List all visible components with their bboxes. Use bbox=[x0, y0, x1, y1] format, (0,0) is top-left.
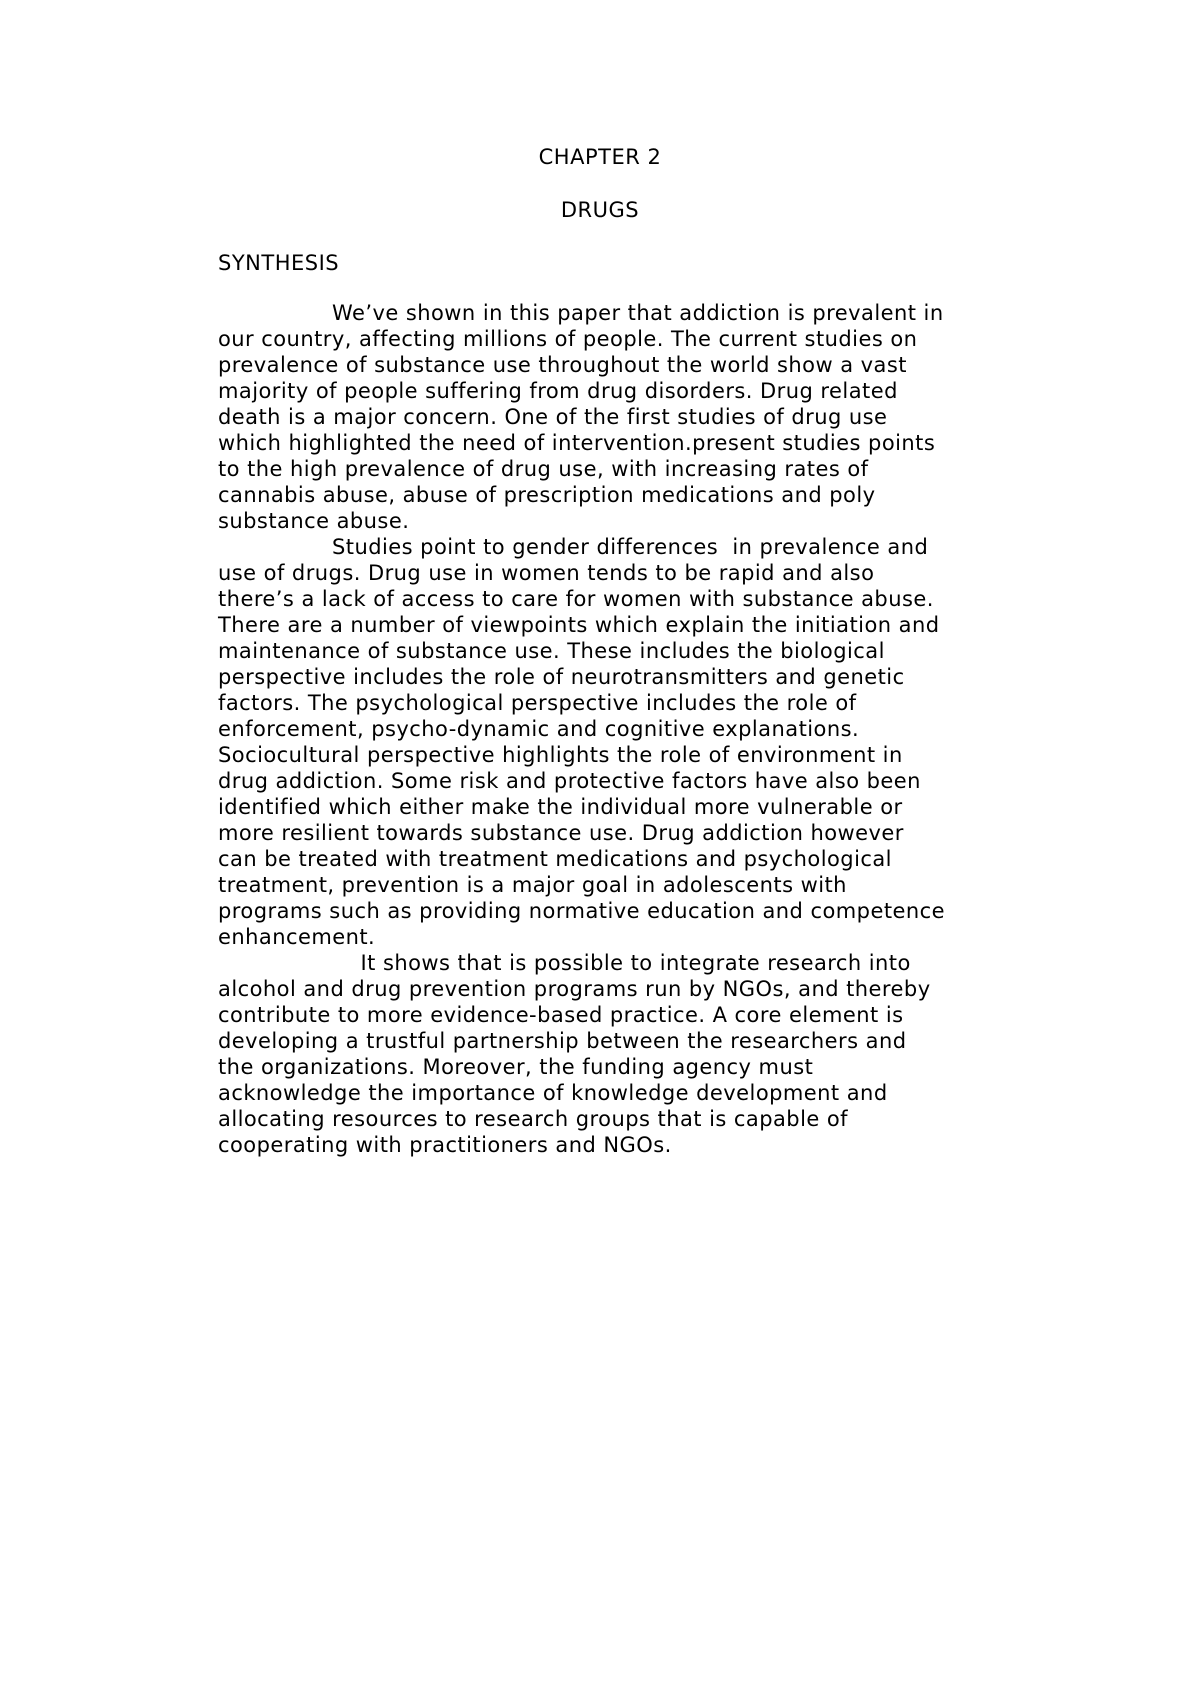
body-line: contribute to more evidence-based practice. A core element is bbox=[218, 1003, 904, 1027]
chapter-heading: CHAPTER 2 bbox=[538, 145, 662, 169]
body-line: there’s a lack of access to care for women with substance abuse. bbox=[218, 587, 934, 611]
body-line: We’ve shown in this paper that addiction is prevalent in bbox=[218, 301, 944, 325]
body-line: drug addiction. Some risk and protective factors have also been bbox=[218, 769, 921, 793]
body-line: programs such as providing normative education and competence bbox=[218, 899, 945, 923]
body-line: cooperating with practitioners and NGOs. bbox=[218, 1133, 672, 1157]
body-line: identified which either make the individual more vulnerable or bbox=[218, 795, 903, 819]
section-heading: SYNTHESIS bbox=[218, 251, 340, 275]
body-line: maintenance of substance use. These includes the biological bbox=[218, 639, 885, 663]
body-line: majority of people suffering from drug disorders. Drug related bbox=[218, 379, 898, 403]
body-line: There are a number of viewpoints which explain the initiation and bbox=[218, 613, 940, 637]
body-line: more resilient towards substance use. Drug addiction however bbox=[218, 821, 904, 845]
body-line: Sociocultural perspective highlights the role of environment in bbox=[218, 743, 903, 767]
body-line: the organizations. Moreover, the funding agency must bbox=[218, 1055, 814, 1079]
body-line: allocating resources to research groups that is capable of bbox=[218, 1107, 849, 1131]
body-line: prevalence of substance use throughout the world show a vast bbox=[218, 353, 907, 377]
body-line: can be treated with treatment medications and psychological bbox=[218, 847, 892, 871]
body-line: substance abuse. bbox=[218, 509, 410, 533]
body-text bbox=[218, 300, 1088, 1158]
body-line: It shows that is possible to integrate research into bbox=[218, 951, 911, 975]
body-line: enhancement. bbox=[218, 925, 376, 949]
chapter-title: DRUGS bbox=[560, 198, 640, 222]
body-line: which highlighted the need of intervention.present studies points bbox=[218, 431, 936, 455]
body-line: death is a major concern. One of the first studies of drug use bbox=[218, 405, 888, 429]
body-line: alcohol and drug prevention programs run by NGOs, and thereby bbox=[218, 977, 931, 1001]
body-line: treatment, prevention is a major goal in adolescents with bbox=[218, 873, 847, 897]
body-line: use of drugs. Drug use in women tends to be rapid and also bbox=[218, 561, 875, 585]
body-line: Studies point to gender differences in prevalence and bbox=[218, 535, 929, 559]
body-line: acknowledge the importance of knowledge development and bbox=[218, 1081, 888, 1105]
body-line: enforcement, psycho-dynamic and cognitive explanations. bbox=[218, 717, 860, 741]
body-line: factors. The psychological perspective includes the role of bbox=[218, 691, 857, 715]
body-line: cannabis abuse, abuse of prescription medications and poly bbox=[218, 483, 876, 507]
body-line: to the high prevalence of drug use, with increasing rates of bbox=[218, 457, 869, 481]
body-line: developing a trustful partnership between the researchers and bbox=[218, 1029, 907, 1053]
body-line: perspective includes the role of neurotransmitters and genetic bbox=[218, 665, 905, 689]
body-line: our country, affecting millions of people. The current studies on bbox=[218, 327, 918, 351]
